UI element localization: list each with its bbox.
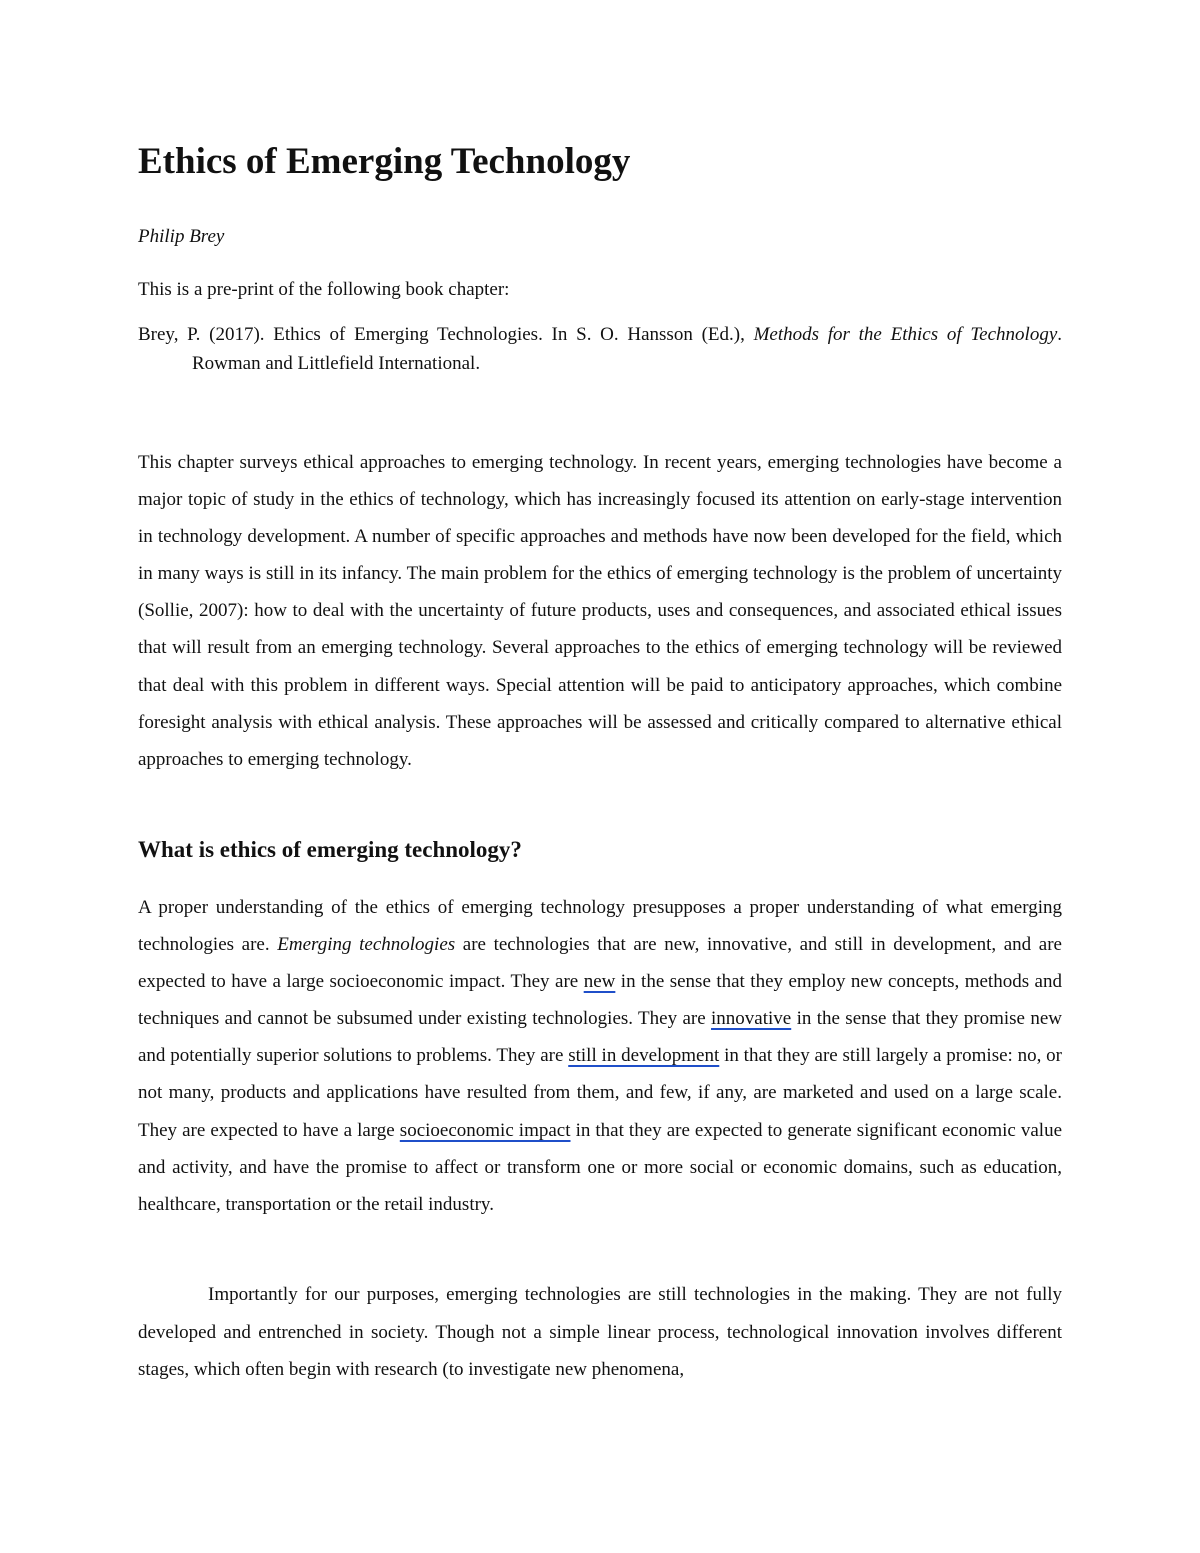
citation-prefix: Brey, P. (2017). Ethics of Emerging Technologies. In S. O. Hansson (Ed.), — [138, 324, 754, 345]
para1-text-6: in that they are expected to generate significant economic value and activity, and have the promise to affect or transform one or more social or economic domains, such as education, healthcare, transportation or the retail industry. — [138, 1119, 1063, 1215]
citation-book-title: Methods for the Ethics of Technology — [753, 324, 1058, 345]
annotated-term-still-in-development: still in development — [568, 1045, 720, 1067]
document-title: Ethics of Emerging Technology — [138, 141, 631, 182]
author-name: Philip Brey — [138, 226, 225, 247]
body-paragraph-2: Importantly for our purposes, emerging technologies are still technologies in the making. They are not fully developed and entrenched in society. Though not a simple linear process, technological innovation involves different stages, which often begin with research (to investigate new phenomena, — [138, 1284, 1062, 1381]
body-paragraph-1 — [138, 889, 1062, 1223]
citation — [138, 320, 1062, 378]
section-heading: What is ethics of emerging technology? — [138, 837, 522, 862]
para1-text-1: A proper understanding of the ethics of emerging technology presupposes a proper understanding of what emerging technologies are. — [138, 897, 1062, 956]
preprint-note: This is a pre-print of the following book chapter: — [138, 279, 510, 300]
para1-text-3: in the sense that they employ new concepts, methods and techniques and cannot be subsumed under existing technologies. They are — [138, 971, 1062, 1030]
annotated-term-new: new — [583, 971, 616, 993]
para1-text-4: in the sense that they promise new and potentially superior solutions to problems. They are — [138, 1008, 1062, 1067]
term-emerging-technologies: Emerging technologies — [277, 934, 456, 956]
annotated-term-socioeconomic-impact: socioeconomic impact — [399, 1119, 571, 1141]
para1-text-5: in that they are still largely a promise: no, or not many, products and applications have resulted from them, and few, if any, are marketed and used on a large scale. They are expected to have a large — [138, 1045, 1062, 1141]
para1-text-2: are technologies that are new, innovative, and still in development, and are expected to have a large socioeconomic impact. They are — [138, 934, 1062, 993]
citation-suffix: . Rowman and Littlefield International. — [192, 324, 1063, 374]
annotated-term-innovative: innovative — [711, 1008, 792, 1030]
abstract-paragraph: This chapter surveys ethical approaches to emerging technology. In recent years, emerging technologies have become a major topic of study in the ethics of technology, which has increasingly focused its attention on early-stage intervention in technology development. A number of specific approaches and methods have now been developed for the field, which in many ways is still in its infancy. The main problem for the ethics of emerging technology is the problem of uncertainty (Sollie, 2007): how to deal with the uncertainty of future products, uses and consequences, and associated ethical issues that will result from an emerging technology. Several approaches to the ethics of emerging technology will be reviewed that deal with this problem in different ways. Special attention will be paid to anticipatory approaches, which combine foresight analysis with ethical analysis. These approaches will be assessed and critically compared to alternative ethical approaches to emerging technology. — [138, 452, 1062, 770]
